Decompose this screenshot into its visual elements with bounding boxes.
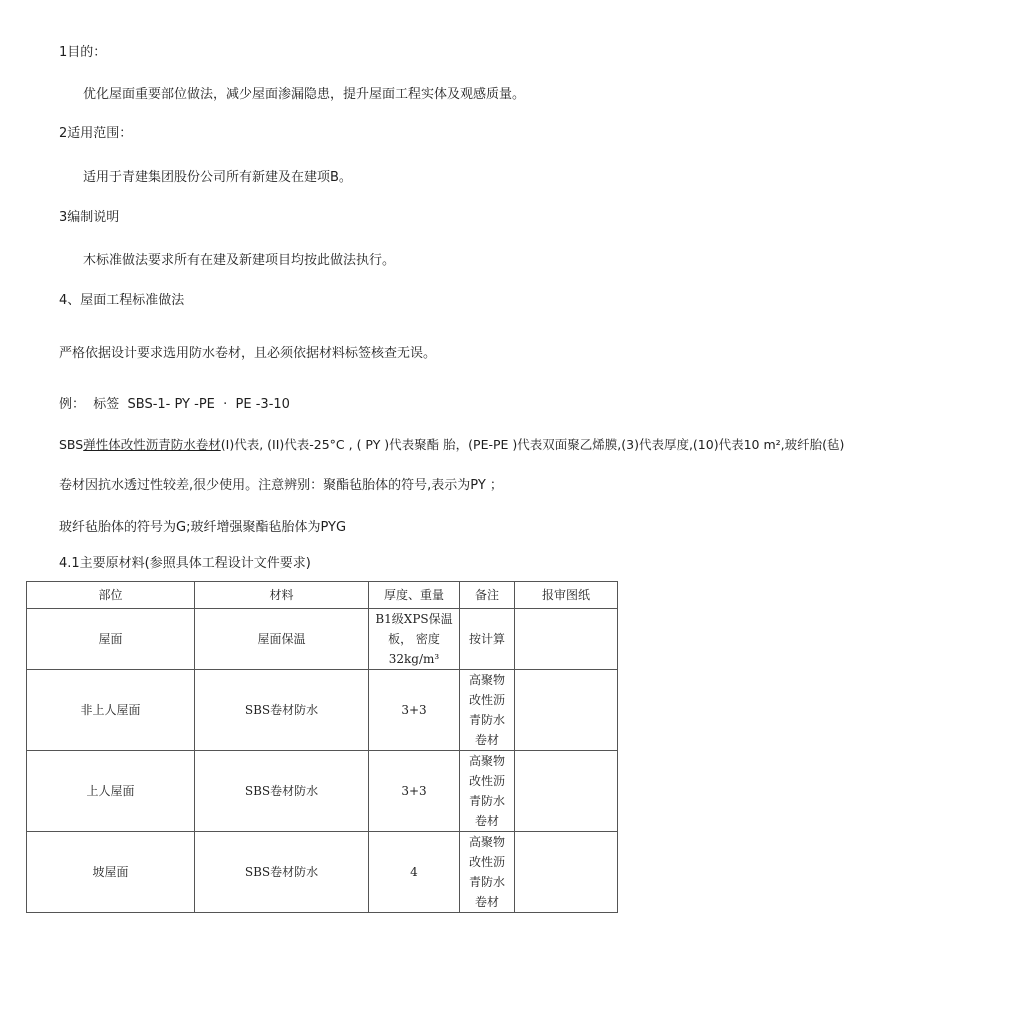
label-code-explanation: (I)代表, (II)代表-25°C , ( PY )代表聚酯 胎，(PE-PE )代表双面聚乙烯膜,(3)代表厚度,(10)代表10 m²,玻纤胎(毡) xyxy=(220,437,845,452)
paragraph-material-selection: 严格依据设计要求选用防水卷材，且必须依据材料标签核查无误。 xyxy=(59,346,437,361)
header-remarks: 备注 xyxy=(460,582,515,609)
cell-material: SBS卷材防水 xyxy=(195,832,369,913)
cell-location: 坡屋面 xyxy=(27,832,195,913)
cell-thickness: 4 xyxy=(369,832,460,913)
cell-material: 屋面保温 xyxy=(195,609,369,670)
cell-review-drawings xyxy=(515,670,618,751)
sbs-prefix: SBS xyxy=(59,437,84,452)
cell-remarks: 高聚物改性沥青防水卷材 xyxy=(460,832,515,913)
label-example: 例： 标签 SBS-1- PY -PE · PE -3-10 xyxy=(59,397,290,412)
cell-remarks: 高聚物改性沥青防水卷材 xyxy=(460,751,515,832)
section-2-heading: 2适用范围： xyxy=(59,126,133,141)
header-location: 部位 xyxy=(27,582,195,609)
table-row xyxy=(27,832,618,913)
section-3-heading: 3编制说明 xyxy=(59,210,120,225)
paragraph-symbols: 玻纤毡胎体的符号为G;玻纤增强聚酯毡胎体为PYG xyxy=(59,520,347,535)
cell-material: SBS卷材防水 xyxy=(195,751,369,832)
cell-location: 非上人屋面 xyxy=(27,670,195,751)
header-review-drawings: 报审图纸 xyxy=(515,582,618,609)
cell-material: SBS卷材防水 xyxy=(195,670,369,751)
paragraph-label-explanation xyxy=(59,436,844,454)
cell-review-drawings xyxy=(515,751,618,832)
section-1-body: 优化屋面重要部位做法，减少屋面渗漏隐患，提升屋面工程实体及观感质量。 xyxy=(83,87,526,102)
cell-remarks: 高聚物改性沥青防水卷材 xyxy=(460,670,515,751)
cell-thickness: 3+3 xyxy=(369,751,460,832)
cell-thickness: B1级XPS保温板， 密度32kg/m³ xyxy=(369,609,460,670)
header-material: 材料 xyxy=(195,582,369,609)
cell-review-drawings xyxy=(515,609,618,670)
header-thickness-weight: 厚度、重量 xyxy=(369,582,460,609)
section-3-body: 木标准做法要求所有在建及新建项目均按此做法执行。 xyxy=(83,253,396,268)
cell-remarks: 按计算 xyxy=(460,609,515,670)
cell-thickness: 3+3 xyxy=(369,670,460,751)
cell-location: 屋面 xyxy=(27,609,195,670)
table-title: 4.1主要原材料(参照具体工程设计文件要求) xyxy=(59,556,311,571)
cell-review-drawings xyxy=(515,832,618,913)
table-row xyxy=(27,609,618,670)
table-row xyxy=(27,670,618,751)
section-4-heading: 4、屋面工程标准做法 xyxy=(59,293,185,308)
sbs-product-name: 弹性体改性沥青防水卷材 xyxy=(83,437,221,452)
cell-location: 上人屋面 xyxy=(27,751,195,832)
section-1-heading: 1目的： xyxy=(59,45,107,60)
materials-table xyxy=(26,581,618,913)
section-2-body: 适用于青建集团股份公司所有新建及在建项B。 xyxy=(83,170,352,185)
table-row xyxy=(27,751,618,832)
paragraph-fiberglass-note: 卷材因抗水透过性较差,很少使用。注意辨别：聚酯毡胎体的符号,表示为PY ； xyxy=(59,478,503,493)
table-header-row xyxy=(27,582,618,609)
